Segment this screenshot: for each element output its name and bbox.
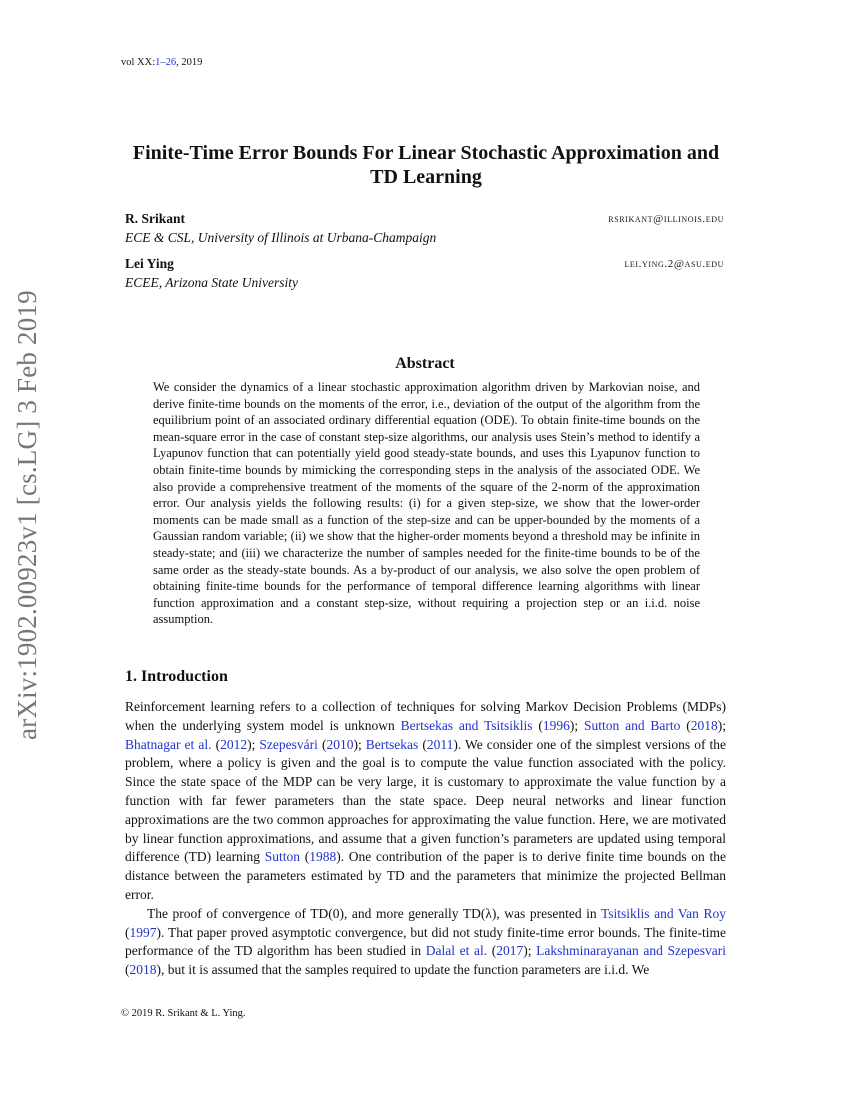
text-run: ); [717, 717, 727, 733]
citation-year-link[interactable]: 2018 [690, 717, 718, 733]
text-run: ). One contribution of the paper is to derive finite time bounds on the distance between the parameters estimated by TD and the parameters that minimize the projected Bellman error. [125, 849, 726, 902]
text-run: ). That paper proved asymptotic convergence, but did not study finite-time error bounds. The finite-time performance of the TD algorithm has been studied in [125, 924, 726, 959]
citation-year-link[interactable]: 1997 [129, 924, 157, 940]
author-affiliation-2: ECEE, Arizona State University [125, 275, 298, 290]
text-run: ); [247, 736, 260, 752]
citation-year-link[interactable]: 2010 [326, 736, 354, 752]
citation-link[interactable]: Sutton [264, 849, 301, 865]
citation-link[interactable]: Lakshminarayanan and Szepesvari [536, 943, 726, 959]
citation-year-link[interactable]: 2011 [426, 736, 454, 752]
copyright-footer: © 2019 R. Srikant & L. Ying. [121, 1008, 246, 1019]
text-run: The proof of convergence of TD(0), and more generally TD(λ), was presented in [147, 905, 601, 921]
citation-year-link[interactable]: 1988 [309, 849, 337, 865]
text-run: ( [487, 943, 497, 959]
citation-link[interactable]: Bertsekas and Tsitsiklis [400, 717, 533, 733]
text-run: ( [211, 736, 221, 752]
text-run: ( [125, 962, 130, 978]
abstract-body: We consider the dynamics of a linear stochastic approximation algorithm driven by Markovian noise, and derive finite-time bounds on the moments of the error, i.e., deviation of the output of the algorithm from the equilibrium point of an associated ordinary differential equation (ODE). To obtain finite-time bounds on the mean-square error in the case of constant step-size algorithms, our analysis uses Stein’s method to identify a Lyapunov function that can potentially yield good steady-state bounds, and uses this Lyapunov function to obtain finite-time bounds by mimicking the corresponding steps in the analysis of the associated ODE. We also provide a comprehensive treatment of the moments of the square of the 2-norm of the approximation error. Our analysis yields the following results: (i) for a given step-size, we show that the lower-order moments can be made small as a function of the step-size and can be upper-bounded by the moments of a Gaussian random variable; (ii) we show that the higher-order moments beyond a threshold may be infinite in steady-state; and (iii) we characterize the number of samples needed for the finite-time bounds to be of the same order as the steady-state bounds. As a by-product of our analysis, we also solve the open problem of obtaining finite-time bounds for the performance of temporal difference learning algorithms with linear function approximation and a constant step-size, without requiring a projection step or an i.i.d. noise assumption. [153, 380, 700, 627]
arxiv-stamp: arXiv:1902.00923v1 [cs.LG] 3 Feb 2019 [12, 290, 42, 740]
citation-year-link[interactable]: 2018 [129, 962, 157, 978]
author-affiliation-1: ECE & CSL, University of Illinois at Urbana-Champaign [125, 230, 437, 245]
text-run: ), but it is assumed that the samples required to update the function parameters are i.i.d. We [156, 962, 650, 978]
abstract-heading: Abstract [395, 355, 455, 372]
citation-link[interactable]: Szepesvári [259, 736, 318, 752]
paper-title: Finite-Time Error Bounds For Linear Stochastic Approximation and TD Learning [132, 142, 720, 188]
text-run: ); [353, 736, 366, 752]
author-email-2[interactable]: lei.ying.2@asu.edu [624, 258, 724, 270]
text-run: ). We consider one of the simplest versions of the problem, where a policy is given and the goal is to compute the value function associated with the policy. Since the state space of the MDP can be very large, it is customary to approximate the value function by a function with far fewer parameters than the state space. Deep neural networks and linear function approximations are the two common approaches for approximating the value function. Here, we are motivated by linear function approximations, and assume that a given function’s parameters are updated using temporal difference (TD) learning [125, 736, 727, 865]
page-range-link[interactable]: 1–26 [155, 57, 177, 68]
text-run: ); [523, 943, 537, 959]
text-run: ( [125, 924, 130, 940]
introduction-body [125, 698, 726, 980]
citation-year-link[interactable]: 2017 [496, 943, 524, 959]
citation-year-link[interactable]: 2012 [220, 736, 248, 752]
citation-link[interactable]: Bhatnagar et al. [125, 736, 212, 752]
citation-link[interactable]: Tsitsiklis and Van Roy [600, 905, 726, 921]
text-run: Reinforcement learning refers to a collection of techniques for solving Markov Decision Problems (MDPs) when the underlying system model is unknown [125, 699, 726, 733]
citation-link[interactable]: Dalal et al. [425, 943, 488, 959]
text-run: ( [317, 736, 327, 752]
citation-link[interactable]: Bertsekas [365, 736, 419, 752]
header-year: , 2019 [176, 57, 203, 68]
intro-paragraph-1 [125, 698, 726, 905]
text-run: ( [300, 849, 310, 865]
intro-paragraph-2 [125, 905, 726, 980]
journal-label: vol XX: [121, 57, 156, 68]
author-name-1: R. Srikant [125, 211, 186, 226]
section-heading-introduction: 1. Introduction [125, 668, 228, 685]
text-run: ( [680, 717, 691, 733]
author-email-1[interactable]: rsrikant@illinois.edu [608, 213, 724, 225]
citation-link[interactable]: Sutton and Barto [584, 717, 681, 733]
text-run: ( [418, 736, 427, 752]
running-header [121, 57, 202, 68]
author-name-2: Lei Ying [125, 256, 174, 271]
text-run: ( [538, 717, 543, 733]
text-run: ); [569, 717, 584, 733]
citation-year-link[interactable]: 1996 [542, 717, 570, 733]
